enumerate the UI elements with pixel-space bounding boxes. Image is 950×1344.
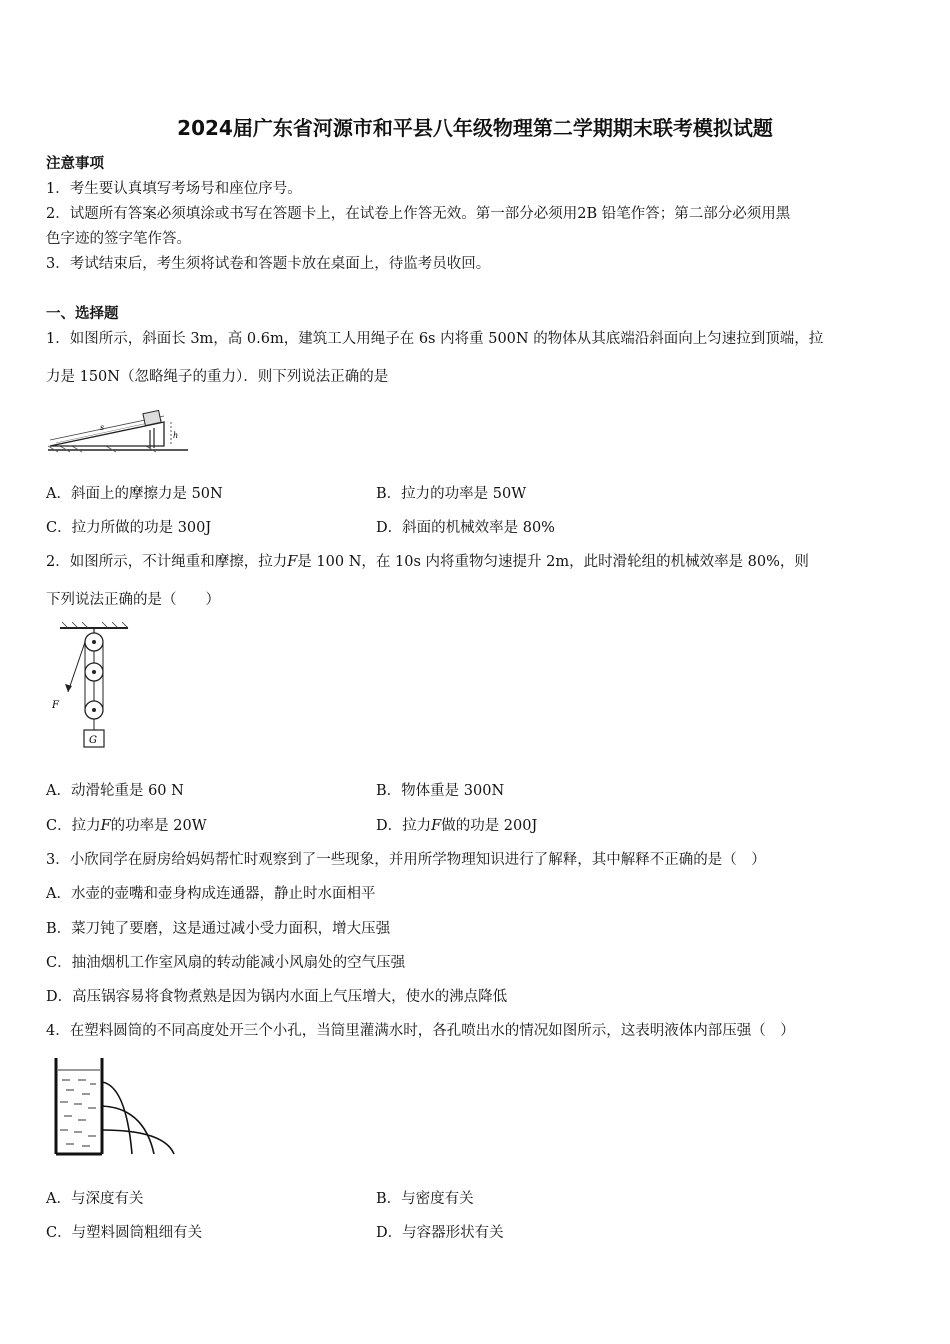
q1-option-a: A．斜面上的摩擦力是 50N [46, 486, 223, 502]
q3-option-a: A．水壶的壶嘴和壶身构成连通器，静止时水面相平 [46, 886, 376, 902]
q2-stem-part2: 是 100 N，在 10s 内将重物匀速提升 2m，此时滑轮组的机械效率是 80%，则 [297, 554, 809, 570]
q1-fig-height-label: h [173, 431, 179, 440]
notice-item-2-cont: 色字迹的签字笔作答。 [46, 231, 191, 247]
q1-option-d: D．斜面的机械效率是 80% [376, 520, 555, 536]
section-heading: 一、选择题 [46, 305, 119, 322]
q4-option-c: C．与塑料圆筒粗细有关 [46, 1225, 203, 1241]
q1-option-c: C．拉力所做的功是 300J [46, 520, 212, 536]
q3-option-d: D．高压锅容易将食物煮熟是因为锅内水面上气压增大，使水的沸点降低 [46, 989, 508, 1005]
q2-option-d-part2: 做的功是 200J [441, 818, 538, 834]
notice-item-2: 2．试题所有答案必须填涂或书写在答题卡上，在试卷上作答无效。第一部分必须用2B 铅笔作答；第二部分必须用黑 [46, 206, 791, 222]
q2-option-b: B．物体重是 300N [376, 783, 505, 799]
q2-fig-force-label: F [52, 700, 59, 711]
q3-option-c: C．抽油烟机工作室风扇的转动能减小风扇处的空气压强 [46, 955, 406, 971]
notice-item-1: 1．考生要认真填写考场号和座位序号。 [46, 181, 302, 197]
q1-option-b: B．拉力的功率是 50W [376, 486, 527, 502]
q2-option-c [46, 814, 207, 835]
q2-stem-force-symbol: F [287, 554, 298, 570]
q2-option-c-part1: C．拉力 [46, 818, 101, 834]
q2-option-d-force-symbol: F [431, 818, 442, 834]
q4-water-cylinder-figure [46, 1052, 178, 1158]
q3-stem: 3．小欣同学在厨房给妈妈帮忙时观察到了一些现象，并用所学物理知识进行了解释，其中解释不正确的是（ ） [46, 852, 766, 868]
q1-stem-line2: 力是 150N（忽略绳子的重力）．则下列说法正确的是 [46, 369, 389, 385]
q2-option-d [376, 814, 537, 835]
q2-option-c-force-symbol: F [100, 818, 111, 834]
q4-stem: 4．在塑料圆筒的不同高度处开三个小孔，当筒里灌满水时，各孔喷出水的情况如图所示，这表明液体内部压强（ ） [46, 1023, 795, 1039]
q2-option-a: A．动滑轮重是 60 N [46, 783, 184, 799]
page-title: 2024届广东省河源市和平县八年级物理第二学期期末联考模拟试题 [177, 116, 773, 140]
q2-stem-line2: 下列说法正确的是（ ） [46, 592, 220, 608]
q2-stem-line1 [46, 550, 809, 571]
q2-stem-part1: 2．如图所示，不计绳重和摩擦，拉力 [46, 554, 288, 570]
q4-option-d: D．与容器形状有关 [376, 1225, 504, 1241]
q2-pulley-figure [46, 620, 136, 752]
q2-option-d-part1: D．拉力 [376, 818, 432, 834]
q2-option-c-part2: 的功率是 20W [110, 818, 207, 834]
q4-option-b: B．与密度有关 [376, 1191, 474, 1207]
q3-option-b: B．菜刀钝了要磨，这是通过减小受力面积，增大压强 [46, 921, 391, 937]
q1-stem-line1: 1．如图所示，斜面长 3m，高 0.6m，建筑工人用绳子在 6s 内将重 500N 的物体从其底端沿斜面向上匀速拉到顶端，拉 [46, 331, 824, 347]
q1-incline-figure [46, 402, 191, 454]
notice-item-3: 3．考试结束后，考生须将试卷和答题卡放在桌面上，待监考员收回。 [46, 256, 491, 272]
notice-heading: 注意事项 [46, 155, 104, 172]
q4-option-a: A．与深度有关 [46, 1191, 144, 1207]
q1-fig-length-label: s [100, 423, 105, 432]
q2-fig-weight-label: G [89, 735, 97, 746]
